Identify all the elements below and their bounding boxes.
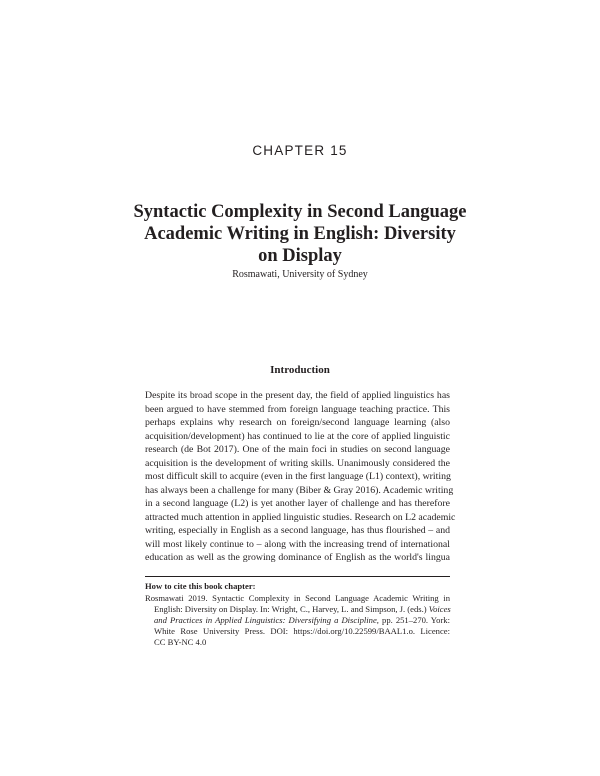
- author-affiliation: Rosmawati, University of Sydney: [232, 269, 368, 280]
- citation-doi-line[interactable]: White Rose University Press. DOI: https://doi.org/10.22599/BAAL1.o. Licence:: [154, 626, 450, 636]
- body-line: acquisition/development) has continued to lie at the core of applied linguistic: [145, 430, 450, 442]
- body-line: will most likely continue to – along with the increasing trend of international: [145, 538, 450, 550]
- chapter-label: CHAPTER 15: [252, 143, 348, 158]
- citation-text: , pp. 251–270. York:: [376, 615, 450, 625]
- title-line: Syntactic Complexity in Second Language: [133, 202, 467, 222]
- body-line: been argued to have stemmed from foreign language teaching practice. This: [145, 403, 450, 415]
- footnote-divider: [145, 576, 450, 577]
- body-line: writing, especially in English as a second language, has thus flourished – and: [145, 525, 450, 536]
- section-heading: Introduction: [270, 364, 330, 376]
- citation-line: Rosmawati 2019. Syntactic Complexity in Second Language Academic Writing in: [145, 593, 450, 603]
- citation-heading: How to cite this book chapter:: [145, 581, 256, 591]
- body-line: perhaps explains why research on foreign/second language learning (also: [145, 417, 450, 428]
- body-line: Despite its broad scope in the present day, the field of applied linguistics has: [145, 390, 450, 401]
- title-line: on Display: [258, 246, 342, 266]
- chapter-title: [100, 201, 500, 267]
- citation-book-title: and Practices in Applied Linguistics: Diversifying a Discipline: [154, 615, 377, 625]
- body-paragraph: [145, 389, 456, 565]
- body-line: attracted much attention in applied linguistic studies. Research on L2 academic: [145, 511, 456, 523]
- citation-text: English: Diversity on Display. In: Wright, C., Harvey, L. and Simpson, J. (eds.): [154, 604, 427, 614]
- body-line: has always been a challenge for many (Biber & Gray 2016). Academic writing: [145, 484, 454, 496]
- citation-line: [145, 604, 450, 615]
- body-line: education as well as the growing dominance of English as the world's lingua: [145, 552, 450, 563]
- citation-licence: CC BY-NC 4.0: [154, 637, 207, 647]
- citation-book-title: Voices: [428, 604, 451, 614]
- body-line: most difficult skill to acquire (even in the first language (L1) context), writing: [145, 471, 451, 482]
- title-line: Academic Writing in English: Diversity: [144, 224, 456, 244]
- body-line: research (de Bot 2017). One of the main foci in studies on second language: [145, 444, 450, 455]
- body-line: in a second language (L2) is yet another layer of challenge and has therefore: [145, 498, 450, 509]
- body-line: acquisition is the development of writing skills. Unanimously considered the: [145, 457, 450, 469]
- citation-line: [145, 615, 450, 626]
- citation-block: [145, 581, 450, 648]
